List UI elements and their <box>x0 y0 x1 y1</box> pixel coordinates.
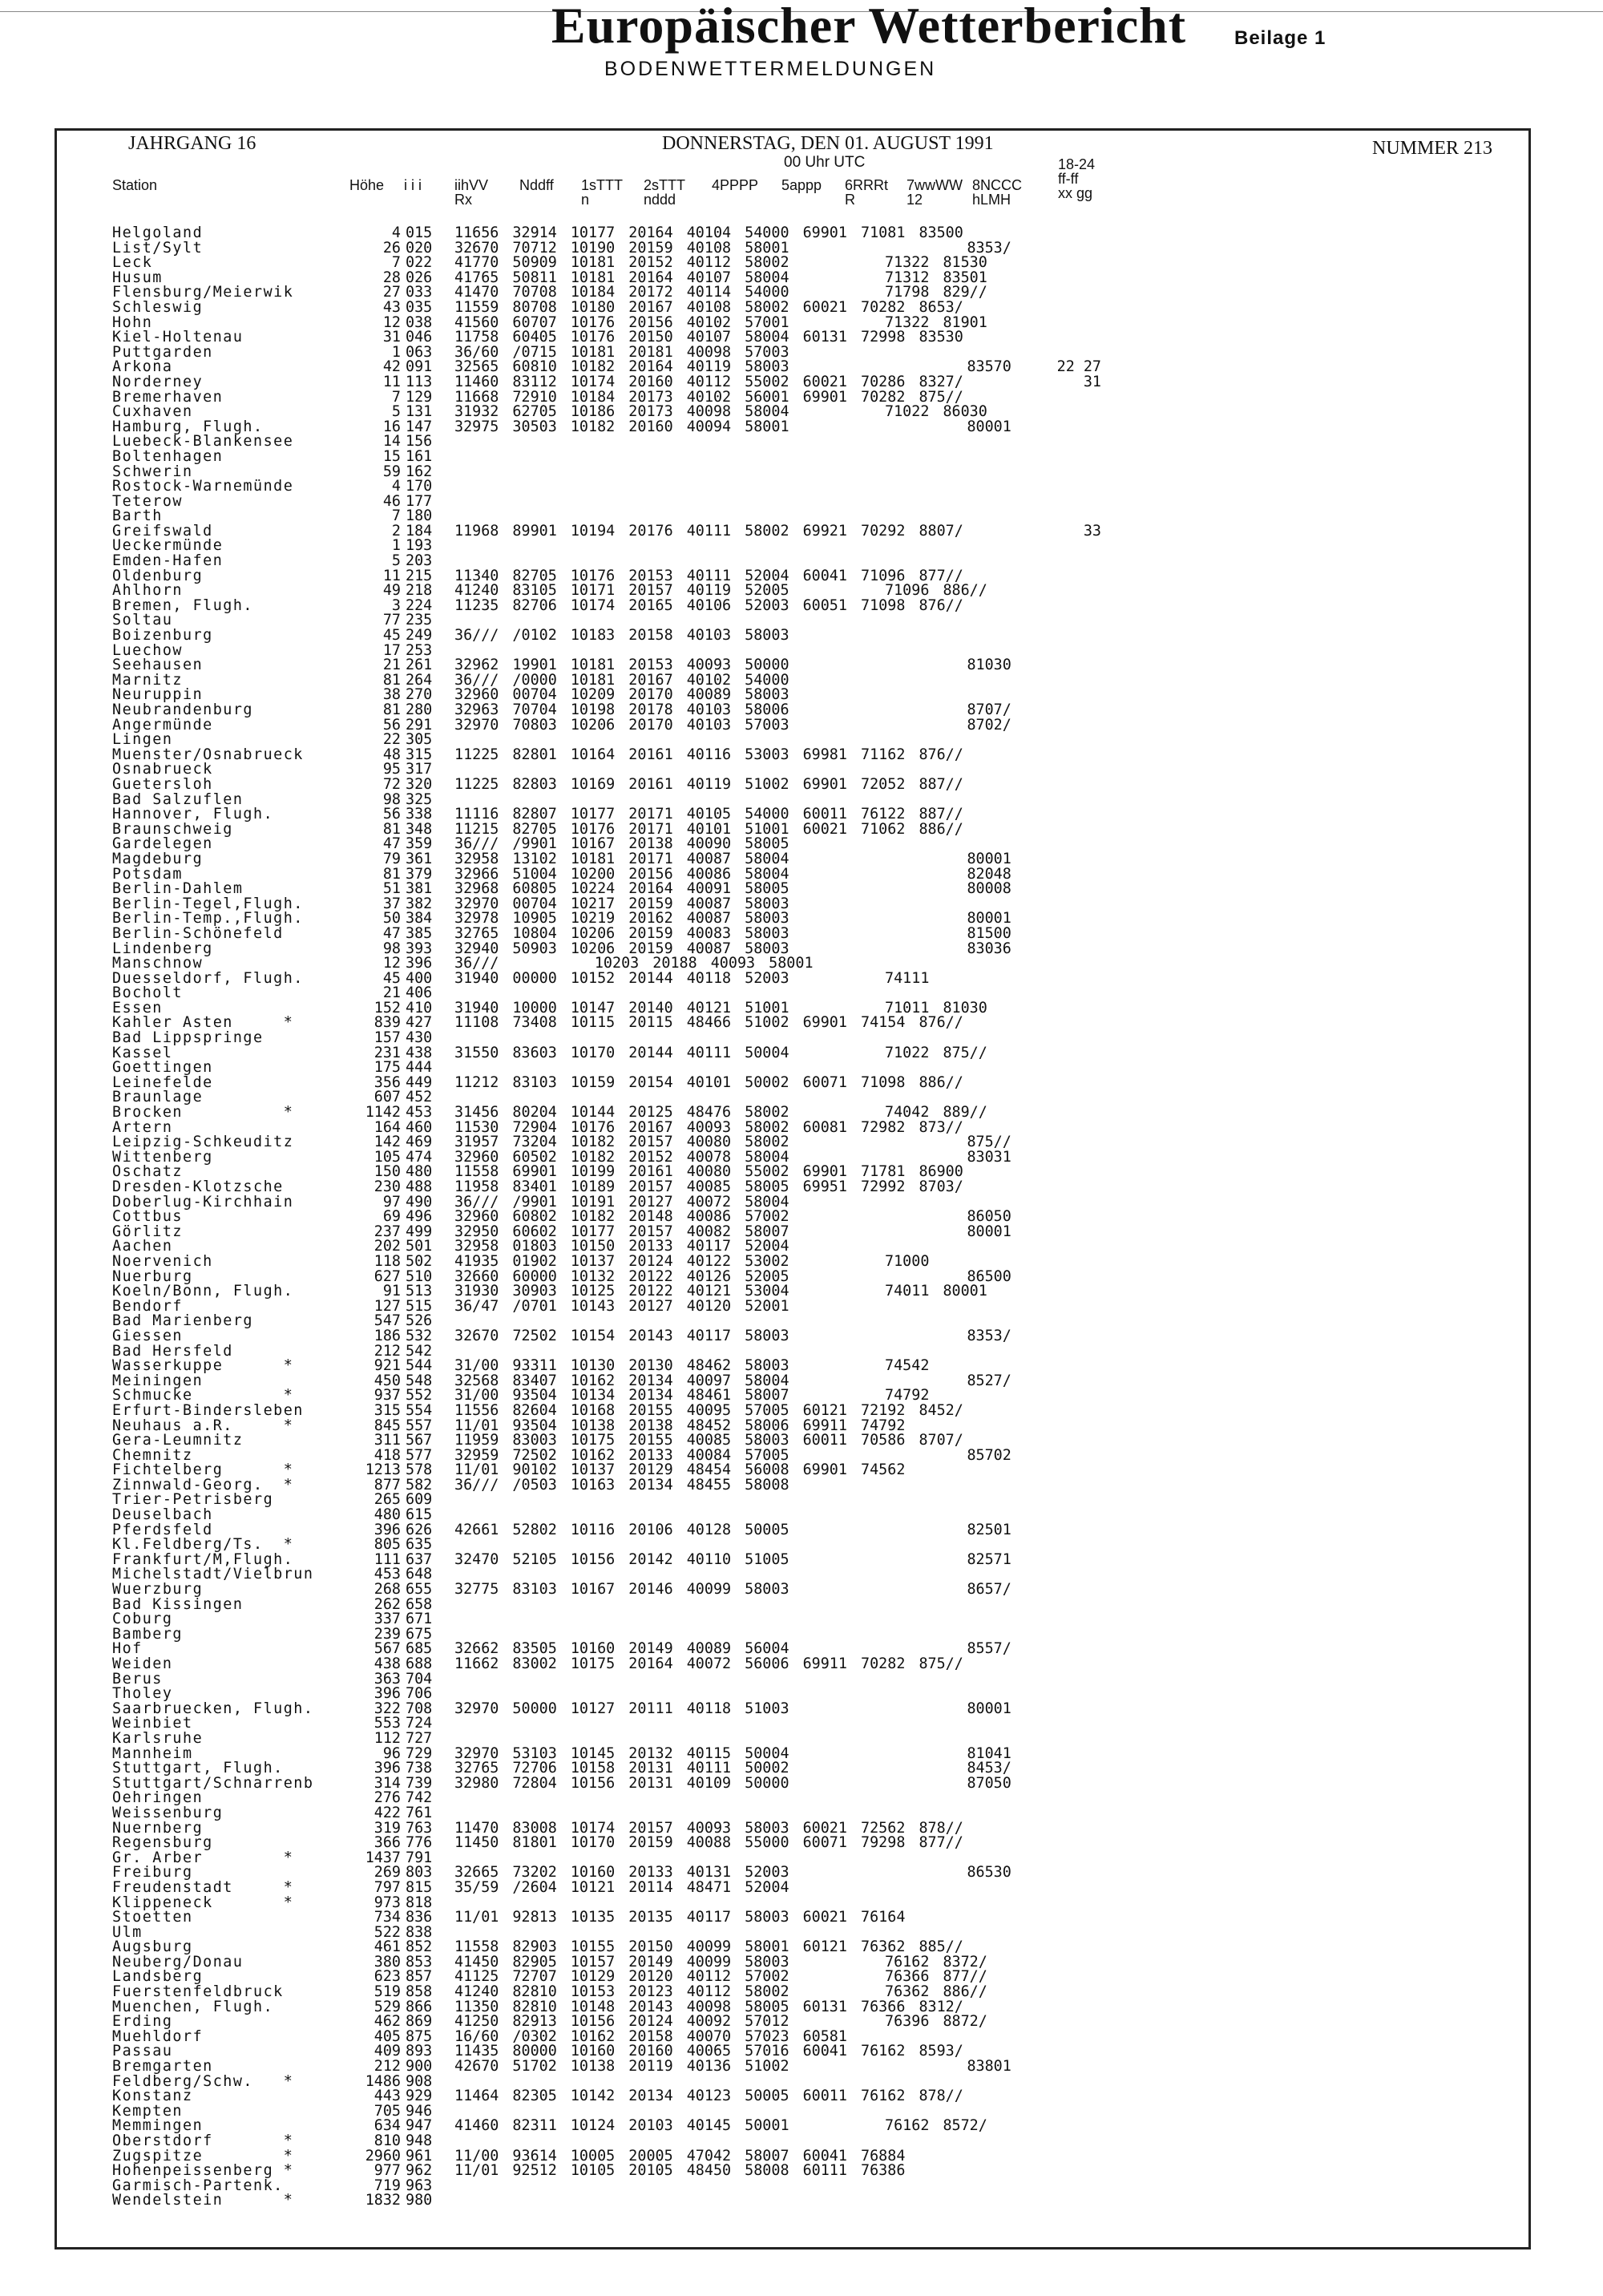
report-time: 00 Uhr UTC <box>784 154 866 171</box>
page-subtitle: BODENWETTERMELDUNGEN <box>604 58 937 80</box>
col-header-18-24: 18-24 ff-ff xx gg <box>1058 156 1096 201</box>
col-header-7wwww: 7wwWW 12 <box>906 177 963 208</box>
height-column: 4 26 7 28 27 43 12 31 1 42 11 7 5 16 14 15 59 4 46 7 2 1 5 11 49 3 77 45 17 21 81 38 81 56 22 48 95 72 98 56 81 47 79 81 51 37 50 47 98 12 45 21 152 839 157 231 175 356 607 1142 164 142 105 150 230 97 69 237 202 118 627 91 127 547 186 212 921 450 937 315 845 311 418 1213 877 265 480 396 805 111 453 268 262 337 239 567 438 363 396 322 553 112 96 396 314 276 422 319 366 1437 269 797 973 734 522 461 380 623 519 529 462 405 409 212 1486 443 705 634 810 2960 977 719 1832 <box>365 224 401 2209</box>
col-header-nddff: Nddff <box>519 177 554 193</box>
col-header-4pppp: 4PPPP <box>712 177 759 193</box>
volume-label: JAHRGANG 16 <box>128 133 256 154</box>
col-header-1sttt: 1sTTT n <box>581 177 623 208</box>
issue-number: NUMMER 213 <box>1372 138 1493 159</box>
col-header-8nccc: 8NCCC hLMH <box>972 177 1023 208</box>
col-header-6rrrt: 6RRRt R <box>845 177 889 208</box>
page-title: Europäischer Wetterbericht <box>551 0 1186 54</box>
station-number-column: 015 020 022 026 033 035 038 046 063 091 113 129 131 147 156 161 162 170 177 180 184 193 203 215 218 224 235 249 253 261 264 270 280 291 305 315 317 320 325 338 348 359 361 379 381 382 384 385 393 396 400 406 410 427 430 438 444 449 452 453 460 469 474 480 488 490 496 499 501 502 510 513 515 526 532 542 544 548 552 554 557 567 577 578 582 609 615 626 635 637 648 655 658 671 675 685 688 704 706 708 724 727 729 738 739 742 761 763 776 791 803 815 818 836 838 852 853 857 858 866 869 875 893 900 908 929 946 947 948 961 962 963 980 <box>406 224 433 2209</box>
report-date: DONNERSTAG, DEN 01. AUGUST 1991 <box>662 133 994 154</box>
synop-groups-column: 11656 32914 10177 20164 40104 54000 69901 71081 83500 32670 70712 10190 20159 40108 58001 8353/ 41770 50909 10181 20152 40112 58002 71322 81530 41765 50811 10181 20164 40107 58004 71312 83501 41470 70708 10184 20172 40114 54000 71798 829// 11559 80708 10180 20167 40108 58002 60021 70282 8653/ 41560 60707 10176 20156 40102 57001 71322 81901 11758 60405 10176 20150 40107 58004 60131 72998 83530 36/60 /0715 10181 20181 40098 57003 32565 60810 10182 20164 40119 58003 83570 11460 83112 10174 20160 40112 55002 60021 70286 8327/ 11668 72910 10184 20173 40102 56001 69901 70282 875// 31932 62705 10186 20173 40098 58004 71022 86030 32975 30503 10182 20160 40094 58001 80001 11968 89901 10194 20176 40111 58002 69921 70292 8807/ 11340 82705 10176 20153 40111 52004 60041 71096 877// 41240 83105 10171 20157 40119 52005 71096 886// 11235 82706 10174 20165 40106 52003 60051 71098 876// 36/// /0102 10183 20158 40103 58003 32962 19901 10181 20153 40093 50000 81030 36/// /0000 10181 20167 40102 54000 32960 00704 10209 20170 40089 58003 32963 70704 10198 20178 40103 58006 8707/ 32970 70803 10206 20170 40103 57003 8702/ 11225 82801 10164 20161 40116 53003 69981 71162 876// 11225 82803 10169 20161 40119 51002 69901 72052 887// 11116 82807 10177 20171 40105 54000 60011 76122 887// 11215 82705 10176 20171 40101 51001 60021 71062 886// 36/// /9901 10167 20138 40090 58005 32958 13102 10181 20171 40087 58004 80001 32966 51004 10200 20156 40086 58004 82048 32968 60805 10224 20164 40091 58005 80008 32970 00704 10217 20159 40087 58003 32978 10905 10219 20162 40087 58003 80001 32765 10804 10206 20159 40083 58003 81500 32940 50903 10206 20159 40087 58003 83036 36/// 10203 20188 40093 58001 31940 00000 10152 20144 40118 52003 74111 31940 10000 10147 20140 40121 51001 71011 81030 11108 73408 10115 20115 48466 51002 69901 74154 876// 31550 83603 10170 20144 40111 50004 71022 875// 11212 83103 10159 20154 40101 50002 60071 71098 886// 31456 80204 10144 20125 48476 58002 74042 889// 11530 72904 10176 20167 40093 58002 60081 72982 873// 31957 73204 10182 20157 40080 58002 875// 32960 60502 10182 20152 40078 58004 83031 11558 69901 10199 20161 40080 55002 69901 71781 86900 11958 83401 10189 20157 40085 58005 69951 72992 8703/ 36/// /9901 10191 20127 40072 58004 32960 60802 10182 20148 40086 57002 86050 32950 60602 10177 20157 40082 58007 80001 32958 01803 10150 20133 40117 52004 41935 01902 10137 20124 40122 53002 71000 32660 60000 10132 20122 40126 52005 86500 31930 30903 10125 20122 40121 53004 74011 80001 36/47 /0701 10143 20127 40120 52001 32670 72502 10154 20143 40117 58003 8353/ 31/00 93311 10130 20130 48462 58003 74542 32568 83407 10162 20134 40097 58004 8527/ 31/00 93504 10134 20134 48461 58007 74792 11556 82604 10168 20155 40095 57005 60121 72192 8452/ 11/01 93504 10138 20138 48452 58006 69911 74792 11959 83003 10175 20155 40085 58003 60011 70586 8707/ 32959 72502 10162 20133 40084 57005 85702 11/01 90102 10137 20129 48454 56008 69901 74562 36/// /0503 10163 20134 48455 58008 42661 52802 10116 20106 40128 50005 82501 32470 52105 10156 20142 40110 51005 82571 32775 83103 10167 20146 40099 58003 8657/ 32662 83505 10160 20149 40089 56004 8557/ 11662 83002 10175 20164 40072 56006 69911 70282 875// 32970 50000 10127 20111 40118 51003 80001 32970 53103 10145 20132 40115 50004 81041 32765 72706 10158 20131 40111 50002 8453/ 32980 72804 10156 20131 40109 50000 87050 11470 83008 10174 20157 40093 58003 60021 72562 878// 11450 81801 10170 20159 40088 55000 60071 79298 877// 32665 73202 10160 20133 40131 52003 86530 35/59 /2604 10121 20114 48471 52004 11/01 92813 10135 20135 40117 58003 60021 76164 11558 82903 10155 20150 40099 58001 60121 76362 885// 41450 82905 10157 20149 40099 58003 76162 8372/ 41125 72707 10129 20120 40112 57002 76366 877// 41240 82810 10153 20123 40112 58002 76362 886// 11350 82810 10148 20143 40098 58005 60131 76366 8312/ 41250 82913 10156 20124 40092 57012 76396 8872/ 16/60 /0302 10162 20158 40070 57023 60581 11435 80000 10160 20160 40065 57016 60041 76162 8593/ 42670 51702 10138 20119 40136 51002 83801 11464 82305 10142 20134 40123 50005 60011 76162 878// 41460 82311 10124 20103 40145 50001 76162 8572/ 11/00 93614 10005 20005 47042 58007 60041 76884 11/01 92512 10105 20105 48450 58008 60111 76386 <box>454 224 1011 2180</box>
col-header-5appp: 5appp <box>781 177 822 193</box>
period-18-24-column: 22 27 31 33 <box>1056 358 1101 540</box>
col-header-station: Station <box>112 177 158 193</box>
col-header-iii: i i i <box>404 177 422 193</box>
station-column: Helgoland List/Sylt Leck Husum Flensburg/Meierwik Schleswig Hohn Kiel-Holtenau Puttgarden Arkona Norderney Bremerhaven Cuxhaven Hamburg, Flugh. Luebeck-Blankensee Boltenhagen Schwerin Rostock-Warnemünde Teterow Barth Greifswald Ueckermünde Emden-Hafen Oldenburg Ahlhorn Bremen, Flugh. Soltau Boizenburg Luechow Seehausen Marnitz Neuruppin Neubrandenburg Angermünde Lingen Muenster/Osnabrueck Osnabrueck Guetersloh Bad Salzuflen Hannover, Flugh. Braunschweig Gardelegen Magdeburg Potsdam Berlin-Dahlem Berlin-Tegel,Flugh. Berlin-Temp.,Flugh. Berlin-Schönefeld Lindenberg Manschnow Duesseldorf, Flugh. Bocholt Essen Kahler Asten * Bad Lippspringe Kassel Goettingen Leinefelde Braunlage Brocken * Artern Leipzig-Schkeuditz Wittenberg Oschatz Dresden-Klotzsche Doberlug-Kirchhain Cottbus Görlitz Aachen Noervenich Nuerburg Koeln/Bonn, Flugh. Bendorf Bad Marienberg Giessen Bad Hersfeld Wasserkuppe * Meiningen Schmucke * Erfurt-Bindersleben Neuhaus a.R. * Gera-Leumnitz Chemnitz Fichtelberg * Zinnwald-Georg. * Trier-Petrisberg Deuselbach Pferdsfeld Kl.Feldberg/Ts. * Frankfurt/M,Flugh. Michelstadt/Vielbrun Wuerzburg Bad Kissingen Coburg Bamberg Hof Weiden Berus Tholey Saarbruecken, Flugh. Weinbiet Karlsruhe Mannheim Stuttgart, Flugh. Stuttgart/Schnarrenb Oehringen Weissenburg Nuernberg Regensburg Gr. Arber * Freiburg Freudenstadt * Klippeneck * Stoetten Ulm Augsburg Neuberg/Donau Landsberg Fuerstenfeldbruck Muenchen, Flugh. Erding Muehldorf Passau Bremgarten Feldberg/Schw. * Konstanz Kempten Memmingen Oberstdorf * Zugspitze * Hohenpeissenberg * Garmisch-Partenk. Wendelstein * <box>112 224 314 2209</box>
col-header-iihvv: iihVV Rx <box>454 177 489 208</box>
col-header-hoehe: Höhe <box>349 177 385 193</box>
col-header-2sttt: 2sTTT nddd <box>644 177 685 208</box>
supplement-label: Beilage 1 <box>1234 27 1326 49</box>
